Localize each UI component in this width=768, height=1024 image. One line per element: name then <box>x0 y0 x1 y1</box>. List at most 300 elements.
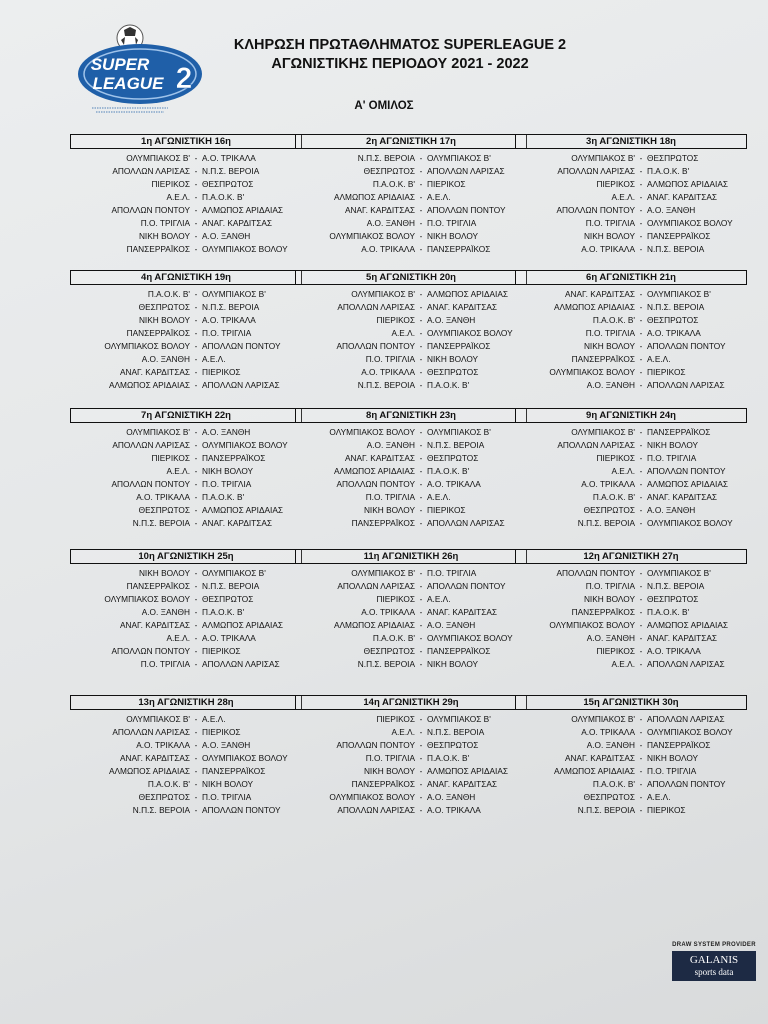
home-team: Π.Α.Ο.Κ. Β' <box>372 179 415 189</box>
home-team: ΑΠΟΛΛΩΝ ΛΑΡΙΣΑΣ <box>337 581 415 591</box>
match-separator: - <box>639 354 643 364</box>
match-row <box>295 778 527 791</box>
away-team: Π.Α.Ο.Κ. Β' <box>202 492 245 502</box>
home-team: Α.Ε.Λ. <box>611 466 635 476</box>
home-team: ΑΠΟΛΛΩΝ ΛΑΡΙΣΑΣ <box>337 805 415 815</box>
match-row <box>295 658 527 671</box>
away-team: ΟΛΥΜΠΙΑΚΟΣ ΒΟΛΟΥ <box>427 328 513 338</box>
match-separator: - <box>419 179 423 189</box>
away-team: Α.Ο. ΞΑΝΘΗ <box>202 740 251 750</box>
match-row <box>295 152 527 165</box>
match-row <box>70 426 302 439</box>
match-separator: - <box>639 505 643 515</box>
away-team: ΑΛΜΩΠΟΣ ΑΡΙΔΑΙΑΣ <box>647 620 729 630</box>
match-row <box>515 353 747 366</box>
home-team: ΘΕΣΠΡΩΤΟΣ <box>583 505 635 515</box>
away-team: ΟΛΥΜΠΙΑΚΟΣ ΒΟΛΟΥ <box>202 440 288 450</box>
away-team: Α.Ο. ΞΑΝΘΗ <box>202 427 251 437</box>
away-team: ΝΙΚΗ ΒΟΛΟΥ <box>202 779 254 789</box>
away-team: ΟΛΥΜΠΙΑΚΟΣ ΒΟΛΟΥ <box>647 727 733 737</box>
match-row <box>295 478 527 491</box>
match-separator: - <box>639 289 643 299</box>
home-team: Π.Α.Ο.Κ. Β' <box>147 289 190 299</box>
away-team: ΠΑΝΣΕΡΡΑΪΚΟΣ <box>427 341 491 351</box>
away-team: ΑΛΜΩΠΟΣ ΑΡΙΔΑΙΑΣ <box>202 205 284 215</box>
away-team: Π.Α.Ο.Κ. Β' <box>427 466 470 476</box>
match-row <box>515 243 747 256</box>
home-team: ΑΠΟΛΛΩΝ ΠΟΝΤΟΥ <box>336 479 415 489</box>
match-separator: - <box>639 646 643 656</box>
home-team: Α.Ε.Λ. <box>611 192 635 202</box>
home-team: Π.Α.Ο.Κ. Β' <box>592 492 635 502</box>
match-separator: - <box>419 315 423 325</box>
match-row <box>515 517 747 530</box>
match-row <box>70 353 302 366</box>
home-team: ΝΙΚΗ ΒΟΛΟΥ <box>138 231 190 241</box>
away-team: ΘΕΣΠΡΩΤΟΣ <box>427 740 479 750</box>
match-separator: - <box>419 244 423 254</box>
match-separator: - <box>419 714 423 724</box>
title-line-1: ΚΛΗΡΩΣΗ ΠΡΩΤΑΘΛΗΜΑΤΟΣ SUPERLEAGUE 2 <box>233 37 567 53</box>
home-team: ΠΙΕΡΙΚΟΣ <box>151 453 190 463</box>
round-block <box>70 270 302 392</box>
away-team: ΑΠΟΛΛΩΝ ΠΟΝΤΟΥ <box>427 205 506 215</box>
match-separator: - <box>639 153 643 163</box>
match-row <box>295 426 527 439</box>
away-team: ΑΛΜΩΠΟΣ ΑΡΙΔΑΙΑΣ <box>202 505 284 515</box>
home-team: Π.Ο. ΤΡΙΓΛΙΑ <box>365 492 415 502</box>
home-team: ΠΙΕΡΙΚΟΣ <box>376 714 415 724</box>
away-team: Α.Ε.Λ. <box>647 354 671 364</box>
match-separator: - <box>419 166 423 176</box>
match-row <box>515 379 747 392</box>
home-team: Α.Ο. ΤΡΙΚΑΛΑ <box>581 727 635 737</box>
match-row <box>295 165 527 178</box>
match-row <box>70 379 302 392</box>
away-team: ΝΙΚΗ ΒΟΛΟΥ <box>427 231 479 241</box>
match-row <box>515 752 747 765</box>
away-team: ΝΙΚΗ ΒΟΛΟΥ <box>427 354 479 364</box>
away-team: ΑΠΟΛΛΩΝ ΠΟΝΤΟΥ <box>202 341 281 351</box>
home-team: ΝΙΚΗ ΒΟΛΟΥ <box>583 594 635 604</box>
away-team: ΠΑΝΣΕΡΡΑΪΚΟΣ <box>427 646 491 656</box>
home-team: ΟΛΥΜΠΙΑΚΟΣ ΒΟΛΟΥ <box>329 231 415 241</box>
round-title: 7η ΑΓΩΝΙΣΤΙΚΗ 22η <box>70 408 302 423</box>
away-team: Π.Ο. ΤΡΙΓΛΙΑ <box>427 218 477 228</box>
logo-text-number: 2 <box>175 62 193 95</box>
match-row <box>295 366 527 379</box>
match-row <box>515 606 747 619</box>
home-team: ΑΠΟΛΛΩΝ ΠΟΝΤΟΥ <box>111 205 190 215</box>
match-row <box>295 606 527 619</box>
match-row <box>70 327 302 340</box>
away-team: ΑΛΜΩΠΟΣ ΑΡΙΔΑΙΑΣ <box>647 479 729 489</box>
match-row <box>515 204 747 217</box>
match-row <box>70 217 302 230</box>
home-team: ΑΛΜΩΠΟΣ ΑΡΙΔΑΙΑΣ <box>553 302 635 312</box>
away-team: ΠΑΝΣΕΡΡΑΪΚΟΣ <box>202 766 266 776</box>
away-team: ΑΝΑΓ. ΚΑΡΔΙΤΣΑΣ <box>202 218 273 228</box>
round-title: 5η ΑΓΩΝΙΣΤΙΚΗ 20η <box>295 270 527 285</box>
away-team: ΟΛΥΜΠΙΑΚΟΣ Β' <box>427 153 491 163</box>
match-separator: - <box>194 805 198 815</box>
match-row <box>295 217 527 230</box>
home-team: ΑΛΜΩΠΟΣ ΑΡΙΔΑΙΑΣ <box>108 380 190 390</box>
match-separator: - <box>419 568 423 578</box>
round-block <box>295 695 527 817</box>
away-team: Α.Ε.Λ. <box>427 192 451 202</box>
home-team: ΟΛΥΜΠΙΑΚΟΣ Β' <box>571 714 635 724</box>
match-separator: - <box>639 727 643 737</box>
home-team: ΟΛΥΜΠΙΑΚΟΣ ΒΟΛΟΥ <box>329 427 415 437</box>
away-team: Ν.Π.Σ. ΒΕΡΟΙΑ <box>647 581 705 591</box>
away-team: ΑΝΑΓ. ΚΑΡΔΙΤΣΑΣ <box>427 779 498 789</box>
match-separator: - <box>194 302 198 312</box>
away-team: ΑΠΟΛΛΩΝ ΛΑΡΙΣΑΣ <box>427 518 505 528</box>
home-team: Α.Ο. ΞΑΝΘΗ <box>586 740 635 750</box>
match-row <box>295 619 527 632</box>
away-team: ΟΛΥΜΠΙΑΚΟΣ ΒΟΛΟΥ <box>202 244 288 254</box>
match-separator: - <box>419 341 423 351</box>
match-row <box>70 301 302 314</box>
home-team: ΑΠΟΛΛΩΝ ΠΟΝΤΟΥ <box>336 341 415 351</box>
match-row <box>70 340 302 353</box>
round-block <box>515 549 747 671</box>
home-team: Π.Ο. ΤΡΙΓΛΙΑ <box>585 328 635 338</box>
away-team: Α.Ο. ΤΡΙΚΑΛΑ <box>647 646 701 656</box>
match-separator: - <box>639 341 643 351</box>
away-team: ΠΑΝΣΕΡΡΑΪΚΟΣ <box>647 740 711 750</box>
match-row <box>70 178 302 191</box>
match-row <box>295 765 527 778</box>
round-title: 6η ΑΓΩΝΙΣΤΙΚΗ 21η <box>515 270 747 285</box>
away-team: ΑΠΟΛΛΩΝ ΠΟΝΤΟΥ <box>647 466 726 476</box>
away-team: Π.Α.Ο.Κ. Β' <box>647 166 690 176</box>
home-team: ΑΠΟΛΛΩΝ ΠΟΝΤΟΥ <box>111 479 190 489</box>
match-separator: - <box>194 492 198 502</box>
match-row <box>70 439 302 452</box>
match-separator: - <box>419 380 423 390</box>
match-row <box>515 593 747 606</box>
match-separator: - <box>419 594 423 604</box>
match-separator: - <box>419 766 423 776</box>
match-separator: - <box>419 792 423 802</box>
match-separator: - <box>419 607 423 617</box>
match-separator: - <box>639 466 643 476</box>
match-row <box>515 465 747 478</box>
match-row <box>70 152 302 165</box>
home-team: ΟΛΥΜΠΙΑΚΟΣ Β' <box>126 427 190 437</box>
away-team: ΘΕΣΠΡΩΤΟΣ <box>427 367 479 377</box>
match-separator: - <box>194 659 198 669</box>
home-team: ΘΕΣΠΡΩΤΟΣ <box>138 505 190 515</box>
home-team: Ν.Π.Σ. ΒΕΡΟΙΑ <box>357 659 415 669</box>
away-team: ΟΛΥΜΠΙΑΚΟΣ Β' <box>647 568 711 578</box>
match-separator: - <box>194 792 198 802</box>
away-team: Α.Ε.Λ. <box>647 792 671 802</box>
home-team: Π.Ο. ΤΡΙΓΛΙΑ <box>585 218 635 228</box>
away-team: ΑΛΜΩΠΟΣ ΑΡΙΔΑΙΑΣ <box>427 289 509 299</box>
match-separator: - <box>419 453 423 463</box>
away-team: Π.Α.Ο.Κ. Β' <box>202 192 245 202</box>
round-title: 15η ΑΓΩΝΙΣΤΙΚΗ 30η <box>515 695 747 710</box>
home-team: Ν.Π.Σ. ΒΕΡΟΙΑ <box>132 518 190 528</box>
match-separator: - <box>194 440 198 450</box>
provider-label: DRAW SYSTEM PROVIDER <box>672 942 756 948</box>
away-team: Α.Ο. ΞΑΝΘΗ <box>427 315 476 325</box>
match-separator: - <box>194 466 198 476</box>
home-team: Α.Ε.Λ. <box>391 328 415 338</box>
away-team: ΑΝΑΓ. ΚΑΡΔΙΤΣΑΣ <box>427 302 498 312</box>
galanis-logo <box>672 951 756 981</box>
match-row <box>515 217 747 230</box>
match-row <box>295 567 527 580</box>
home-team: ΠΙΕΡΙΚΟΣ <box>596 179 635 189</box>
match-separator: - <box>194 166 198 176</box>
match-row <box>515 439 747 452</box>
match-row <box>70 593 302 606</box>
match-separator: - <box>639 315 643 325</box>
match-separator: - <box>194 367 198 377</box>
match-row <box>70 606 302 619</box>
home-team: ΝΙΚΗ ΒΟΛΟΥ <box>583 231 635 241</box>
round-block <box>295 408 527 530</box>
away-team: Α.Ο. ΞΑΝΘΗ <box>647 505 696 515</box>
away-team: ΑΠΟΛΛΩΝ ΛΑΡΙΣΑΣ <box>202 380 280 390</box>
match-separator: - <box>194 328 198 338</box>
away-team: Π.Α.Ο.Κ. Β' <box>202 607 245 617</box>
match-separator: - <box>639 231 643 241</box>
match-row <box>70 619 302 632</box>
away-team: ΘΕΣΠΡΩΤΟΣ <box>647 315 699 325</box>
match-separator: - <box>194 192 198 202</box>
home-team: ΑΛΜΩΠΟΣ ΑΡΙΔΑΙΑΣ <box>333 192 415 202</box>
away-team: ΑΠΟΛΛΩΝ ΠΟΝΤΟΥ <box>427 581 506 591</box>
match-row <box>295 379 527 392</box>
away-team: ΑΛΜΩΠΟΣ ΑΡΙΔΑΙΑΣ <box>427 766 509 776</box>
away-team: Ν.Π.Σ. ΒΕΡΟΙΑ <box>202 581 260 591</box>
match-row <box>515 658 747 671</box>
match-separator: - <box>419 205 423 215</box>
match-separator: - <box>194 607 198 617</box>
away-team: ΠΙΕΡΙΚΟΣ <box>427 179 466 189</box>
away-team: Π.Ο. ΤΡΙΓΛΙΑ <box>647 766 697 776</box>
home-team: ΟΛΥΜΠΙΑΚΟΣ ΒΟΛΟΥ <box>104 341 190 351</box>
match-separator: - <box>419 440 423 450</box>
match-separator: - <box>639 766 643 776</box>
round-title: 1η ΑΓΩΝΙΣΤΙΚΗ 16η <box>70 134 302 149</box>
round-block <box>295 270 527 392</box>
match-separator: - <box>639 753 643 763</box>
match-row <box>295 314 527 327</box>
match-separator: - <box>639 779 643 789</box>
away-team: ΠΙΕΡΙΚΟΣ <box>427 505 466 515</box>
match-separator: - <box>194 568 198 578</box>
away-team: Ν.Π.Σ. ΒΕΡΟΙΑ <box>427 727 485 737</box>
match-row <box>70 645 302 658</box>
match-row <box>515 645 747 658</box>
round-title: 11η ΑΓΩΝΙΣΤΙΚΗ 26η <box>295 549 527 564</box>
home-team: ΑΠΟΛΛΩΝ ΛΑΡΙΣΑΣ <box>112 166 190 176</box>
away-team: ΠΙΕΡΙΚΟΣ <box>202 646 241 656</box>
match-separator: - <box>419 659 423 669</box>
home-team: ΟΛΥΜΠΙΑΚΟΣ ΒΟΛΟΥ <box>549 620 635 630</box>
home-team: Π.Ο. ΤΡΙΓΛΙΑ <box>585 581 635 591</box>
away-team: Α.Ο. ΞΑΝΘΗ <box>647 205 696 215</box>
match-separator: - <box>639 427 643 437</box>
round-title: 4η ΑΓΩΝΙΣΤΙΚΗ 19η <box>70 270 302 285</box>
round-block <box>515 270 747 392</box>
home-team: ΑΝΑΓ. ΚΑΡΔΙΤΣΑΣ <box>119 620 190 630</box>
home-team: Π.Α.Ο.Κ. Β' <box>147 779 190 789</box>
match-row <box>70 567 302 580</box>
home-team: ΑΛΜΩΠΟΣ ΑΡΙΔΑΙΑΣ <box>333 466 415 476</box>
away-team: ΑΝΑΓ. ΚΑΡΔΙΤΣΑΣ <box>647 633 718 643</box>
home-team: ΑΠΟΛΛΩΝ ΠΟΝΤΟΥ <box>556 205 635 215</box>
round-title: 13η ΑΓΩΝΙΣΤΙΚΗ 28η <box>70 695 302 710</box>
away-team: Π.Ο. ΤΡΙΓΛΙΑ <box>427 568 477 578</box>
match-row <box>70 632 302 645</box>
away-team: ΠΑΝΣΕΡΡΑΪΚΟΣ <box>427 244 491 254</box>
match-separator: - <box>194 505 198 515</box>
match-row <box>70 243 302 256</box>
away-team: ΑΝΑΓ. ΚΑΡΔΙΤΣΑΣ <box>647 492 718 502</box>
match-row <box>295 288 527 301</box>
round-block <box>515 408 747 530</box>
match-row <box>515 301 747 314</box>
home-team: ΠΑΝΣΕΡΡΑΪΚΟΣ <box>126 581 190 591</box>
home-team: Α.Ε.Λ. <box>166 633 190 643</box>
match-separator: - <box>194 315 198 325</box>
away-team: ΠΑΝΣΕΡΡΑΪΚΟΣ <box>647 427 711 437</box>
match-row <box>70 804 302 817</box>
match-row <box>295 452 527 465</box>
home-team: Α.Ο. ΞΑΝΘΗ <box>141 354 190 364</box>
match-separator: - <box>419 505 423 515</box>
match-row <box>295 243 527 256</box>
match-separator: - <box>419 492 423 502</box>
match-row <box>70 778 302 791</box>
home-team: ΑΠΟΛΛΩΝ ΠΟΝΤΟΥ <box>556 568 635 578</box>
home-team: Α.Ο. ΞΑΝΘΗ <box>366 440 415 450</box>
home-team: ΑΝΑΓ. ΚΑΡΔΙΤΣΑΣ <box>564 753 635 763</box>
home-team: Π.Α.Ο.Κ. Β' <box>592 315 635 325</box>
away-team: ΠΙΕΡΙΚΟΣ <box>647 805 686 815</box>
away-team: Α.Ο. ΞΑΝΘΗ <box>202 231 251 241</box>
home-team: Α.Ο. ΞΑΝΘΗ <box>586 380 635 390</box>
home-team: ΑΠΟΛΛΩΝ ΠΟΝΤΟΥ <box>111 646 190 656</box>
match-row <box>70 191 302 204</box>
away-team: ΠΙΕΡΙΚΟΣ <box>202 727 241 737</box>
home-team: ΘΕΣΠΡΩΤΟΣ <box>363 166 415 176</box>
match-row <box>515 804 747 817</box>
home-team: Ν.Π.Σ. ΒΕΡΟΙΑ <box>357 380 415 390</box>
away-team: ΑΠΟΛΛΩΝ ΛΑΡΙΣΑΣ <box>647 714 725 724</box>
match-row <box>515 478 747 491</box>
away-team: Ν.Π.Σ. ΒΕΡΟΙΑ <box>202 166 260 176</box>
match-row <box>515 632 747 645</box>
home-team: Α.Ο. ΤΡΙΚΑΛΑ <box>136 492 190 502</box>
away-team: ΟΛΥΜΠΙΑΚΟΣ ΒΟΛΟΥ <box>647 518 733 528</box>
away-team: ΑΝΑΓ. ΚΑΡΔΙΤΣΑΣ <box>202 518 273 528</box>
home-team: ΟΛΥΜΠΙΑΚΟΣ Β' <box>351 568 415 578</box>
away-team: ΘΕΣΠΡΩΤΟΣ <box>202 594 254 604</box>
away-team: ΑΠΟΛΛΩΝ ΛΑΡΙΣΑΣ <box>647 380 725 390</box>
home-team: ΠΑΝΣΕΡΡΑΪΚΟΣ <box>126 244 190 254</box>
match-row <box>515 191 747 204</box>
home-team: ΟΛΥΜΠΙΑΚΟΣ Β' <box>126 153 190 163</box>
match-row <box>515 230 747 243</box>
match-separator: - <box>419 367 423 377</box>
match-row <box>70 491 302 504</box>
match-row <box>295 752 527 765</box>
match-separator: - <box>194 620 198 630</box>
match-separator: - <box>639 714 643 724</box>
home-team: ΝΙΚΗ ΒΟΛΟΥ <box>138 568 190 578</box>
home-team: Π.Ο. ΤΡΙΓΛΙΑ <box>140 218 190 228</box>
match-separator: - <box>639 792 643 802</box>
round-title: 12η ΑΓΩΝΙΣΤΙΚΗ 27η <box>515 549 747 564</box>
away-team: ΑΝΑΓ. ΚΑΡΔΙΤΣΑΣ <box>647 192 718 202</box>
match-row <box>70 366 302 379</box>
match-row <box>70 452 302 465</box>
away-team: Π.Α.Ο.Κ. Β' <box>427 380 470 390</box>
home-team: Π.Ο. ΤΡΙΓΛΙΑ <box>365 753 415 763</box>
match-row <box>70 504 302 517</box>
home-team: ΠΙΕΡΙΚΟΣ <box>376 315 415 325</box>
away-team: Α.Ο. ΞΑΝΘΗ <box>427 620 476 630</box>
home-team: ΠΙΕΡΙΚΟΣ <box>596 646 635 656</box>
home-team: Α.Ο. ΤΡΙΚΑΛΑ <box>361 607 415 617</box>
round-block <box>515 695 747 817</box>
home-team: ΑΝΑΓ. ΚΑΡΔΙΤΣΑΣ <box>344 205 415 215</box>
match-row <box>70 517 302 530</box>
match-separator: - <box>639 659 643 669</box>
match-separator: - <box>639 205 643 215</box>
match-row <box>70 765 302 778</box>
home-team: ΑΝΑΓ. ΚΑΡΔΙΤΣΑΣ <box>119 753 190 763</box>
round-block <box>295 134 527 256</box>
match-row <box>70 478 302 491</box>
match-separator: - <box>194 427 198 437</box>
home-team: ΠΑΝΣΕΡΡΑΪΚΟΣ <box>571 354 635 364</box>
away-team: Ν.Π.Σ. ΒΕΡΟΙΑ <box>647 244 705 254</box>
match-row <box>295 353 527 366</box>
home-team: ΟΛΥΜΠΙΑΚΟΣ Β' <box>351 289 415 299</box>
home-team: ΘΕΣΠΡΩΤΟΣ <box>583 792 635 802</box>
round-title: 2η ΑΓΩΝΙΣΤΙΚΗ 17η <box>295 134 527 149</box>
round-title: 10η ΑΓΩΝΙΣΤΙΚΗ 25η <box>70 549 302 564</box>
away-team: Α.Ε.Λ. <box>427 594 451 604</box>
match-row <box>70 314 302 327</box>
match-separator: - <box>194 341 198 351</box>
round-block <box>70 408 302 530</box>
home-team: ΑΠΟΛΛΩΝ ΠΟΝΤΟΥ <box>336 740 415 750</box>
match-separator: - <box>419 740 423 750</box>
home-team: ΑΛΜΩΠΟΣ ΑΡΙΔΑΙΑΣ <box>108 766 190 776</box>
home-team: ΑΝΑΓ. ΚΑΡΔΙΤΣΑΣ <box>344 453 415 463</box>
match-row <box>515 580 747 593</box>
home-team: ΑΝΑΓ. ΚΑΡΔΙΤΣΑΣ <box>119 367 190 377</box>
match-row <box>295 301 527 314</box>
match-row <box>70 726 302 739</box>
home-team: ΟΛΥΜΠΙΑΚΟΣ ΒΟΛΟΥ <box>549 367 635 377</box>
match-separator: - <box>639 633 643 643</box>
group-heading: Α' ΟΜΙΛΟΣ <box>354 100 414 112</box>
home-team: ΑΠΟΛΛΩΝ ΛΑΡΙΣΑΣ <box>112 440 190 450</box>
away-team: Α.Ε.Λ. <box>427 492 451 502</box>
away-team: ΑΠΟΛΛΩΝ ΠΟΝΤΟΥ <box>647 779 726 789</box>
